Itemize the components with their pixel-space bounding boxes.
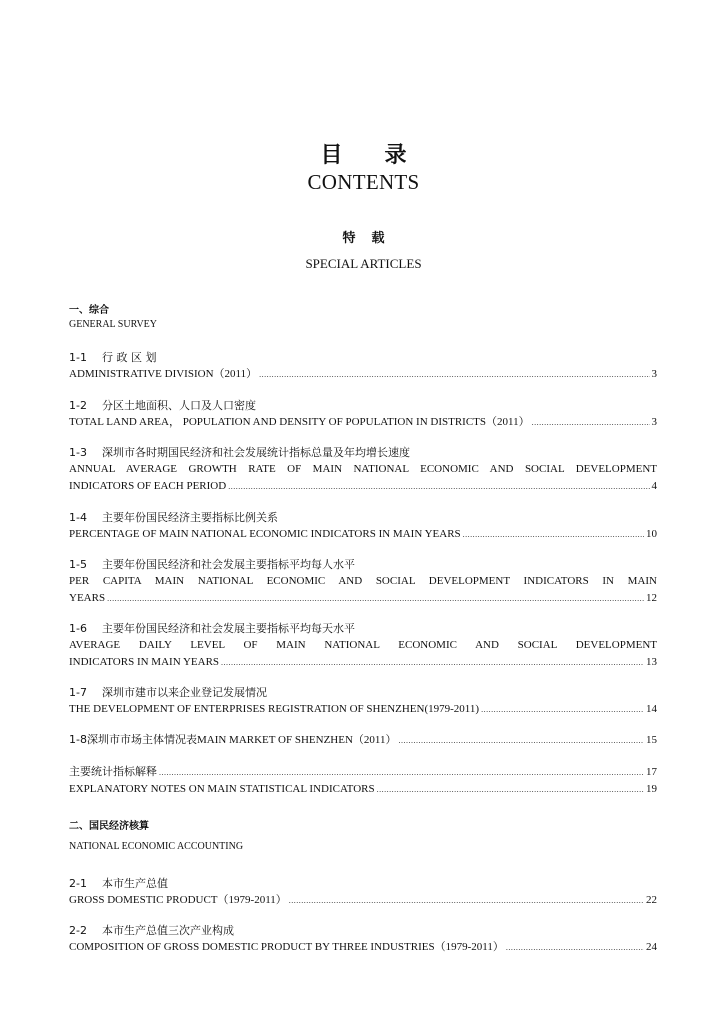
- entry-title-en: PERCENTAGE OF MAIN NATIONAL ECONOMIC INDICATORS IN MAIN YEARS: [69, 528, 461, 540]
- page-title-en: CONTENTS: [307, 170, 420, 194]
- entry-number: 1-2: [69, 399, 87, 412]
- page-title-cn: 目录: [320, 143, 449, 168]
- entry-title-cn: 主要年份国民经济和社会发展主要指标平均每天水平: [102, 622, 355, 635]
- entry-title-cn: 主要统计指标解释: [69, 766, 157, 778]
- entry-title-en: INDICATORS IN MAIN YEARS: [69, 656, 220, 668]
- toc-entry[interactable]: [69, 398, 657, 431]
- entry-title-cn: 行 政 区 划: [102, 351, 157, 364]
- page-number: 19: [646, 783, 657, 795]
- toc-entry[interactable]: [69, 732, 657, 749]
- section-heading-en: NATIONAL ECONOMIC ACCOUNTING: [69, 841, 244, 852]
- entry-title-en-line1: AVERAGE DAILY LEVEL OF MAIN NATIONAL ECONOMIC AND SOCIAL DEVELOPMENT: [69, 639, 657, 651]
- entry-number: 1-3: [69, 446, 87, 459]
- page-number: 4: [651, 480, 657, 492]
- entry-title-cn: 主要年份国民经济主要指标比例关系: [102, 511, 278, 524]
- entry-title-en: ADMINISTRATIVE DIVISION（2011）: [69, 368, 258, 380]
- page-number: 17: [646, 766, 657, 778]
- dot-leader: [221, 654, 644, 671]
- toc-entry[interactable]: [69, 510, 657, 543]
- entry-title-en: EXPLANATORY NOTES ON MAIN STATISTICAL INDICATORS: [69, 783, 375, 795]
- special-articles-heading-cn: 特载: [342, 231, 401, 246]
- page-number: 3: [651, 368, 657, 380]
- entry-number: 2-2: [69, 924, 87, 937]
- entry-title-en-line1: PER CAPITA MAIN NATIONAL ECONOMIC AND SOCIAL DEVELOPMENT INDICATORS IN MAIN: [69, 575, 657, 587]
- entry-title-cn: 主要年份国民经济和社会发展主要指标平均每人水平: [102, 558, 355, 571]
- entry-number: 1-5: [69, 558, 87, 571]
- entry-title-cn: 分区土地面积、人口及人口密度: [102, 399, 256, 412]
- toc-entry[interactable]: [69, 557, 657, 607]
- entry-title-cn: 本市生产总值三次产业构成: [102, 924, 234, 937]
- entry-title-en-line1: ANNUAL AVERAGE GROWTH RATE OF MAIN NATIONAL ECONOMIC AND SOCIAL DEVELOPMENT: [69, 463, 657, 475]
- page-number: 15: [646, 734, 657, 746]
- dot-leader: [463, 526, 644, 543]
- toc-entry[interactable]: [69, 876, 657, 909]
- entry-title-en: INDICATORS OF EACH PERIOD: [69, 480, 227, 492]
- entry-number: 1-6: [69, 622, 87, 635]
- dot-leader: [289, 892, 644, 909]
- entry-title-cn: 本市生产总值: [102, 877, 168, 890]
- entry-number: 1-8: [69, 733, 87, 746]
- entry-title-en: TOTAL LAND AREA， POPULATION AND DENSITY OF POPULATION IN DISTRICTS（2011）: [69, 416, 530, 428]
- special-articles-heading-en: SPECIAL ARTICLES: [305, 256, 422, 271]
- page-number: 10: [646, 528, 657, 540]
- page-number: 14: [646, 703, 657, 715]
- entry-number: 1-4: [69, 511, 87, 524]
- toc-entry[interactable]: [69, 923, 657, 956]
- entry-number: 2-1: [69, 877, 87, 890]
- page-number: 22: [646, 894, 657, 906]
- dot-leader: [481, 701, 644, 718]
- toc-entry[interactable]: [69, 764, 657, 798]
- entry-title-en: COMPOSITION OF GROSS DOMESTIC PRODUCT BY THREE INDUSTRIES（1979-2011）: [69, 941, 504, 953]
- section-heading-cn: 二、国民经济核算: [69, 821, 149, 832]
- entry-title-en: GROSS DOMESTIC PRODUCT（1979-2011）: [69, 894, 287, 906]
- dot-leader: [399, 732, 645, 749]
- toc-entry[interactable]: [69, 685, 657, 718]
- section-heading-en: GENERAL SURVEY: [69, 319, 157, 330]
- page-number: 13: [646, 656, 657, 668]
- page-number: 3: [651, 416, 657, 428]
- dot-leader: [506, 939, 644, 956]
- entry-title-en: THE DEVELOPMENT OF ENTERPRISES REGISTRATION OF SHENZHEN(1979-2011): [69, 703, 480, 715]
- dot-leader: [159, 764, 644, 781]
- entry-title-en: 深圳市市场主体情况表MAIN MARKET OF SHENZHEN（2011）: [86, 734, 397, 746]
- toc-entry[interactable]: [69, 621, 657, 671]
- dot-leader: [107, 590, 644, 607]
- dot-leader: [228, 478, 649, 495]
- dot-leader: [377, 781, 644, 798]
- toc-entry[interactable]: [69, 350, 657, 383]
- page-number: 24: [646, 941, 657, 953]
- entry-number: 1-7: [69, 686, 87, 699]
- page-number: 12: [646, 592, 657, 604]
- toc-entry[interactable]: [69, 445, 657, 495]
- dot-leader: [532, 414, 650, 431]
- dot-leader: [259, 366, 649, 383]
- entry-title-en: YEARS: [69, 592, 106, 604]
- entry-number: 1-1: [69, 351, 87, 364]
- entry-title-cn: 深圳市建市以来企业登记发展情况: [102, 686, 267, 699]
- entry-title-cn: 深圳市各时期国民经济和社会发展统计指标总量及年均增长速度: [102, 446, 410, 459]
- section-heading-cn: 一、综合: [69, 305, 109, 316]
